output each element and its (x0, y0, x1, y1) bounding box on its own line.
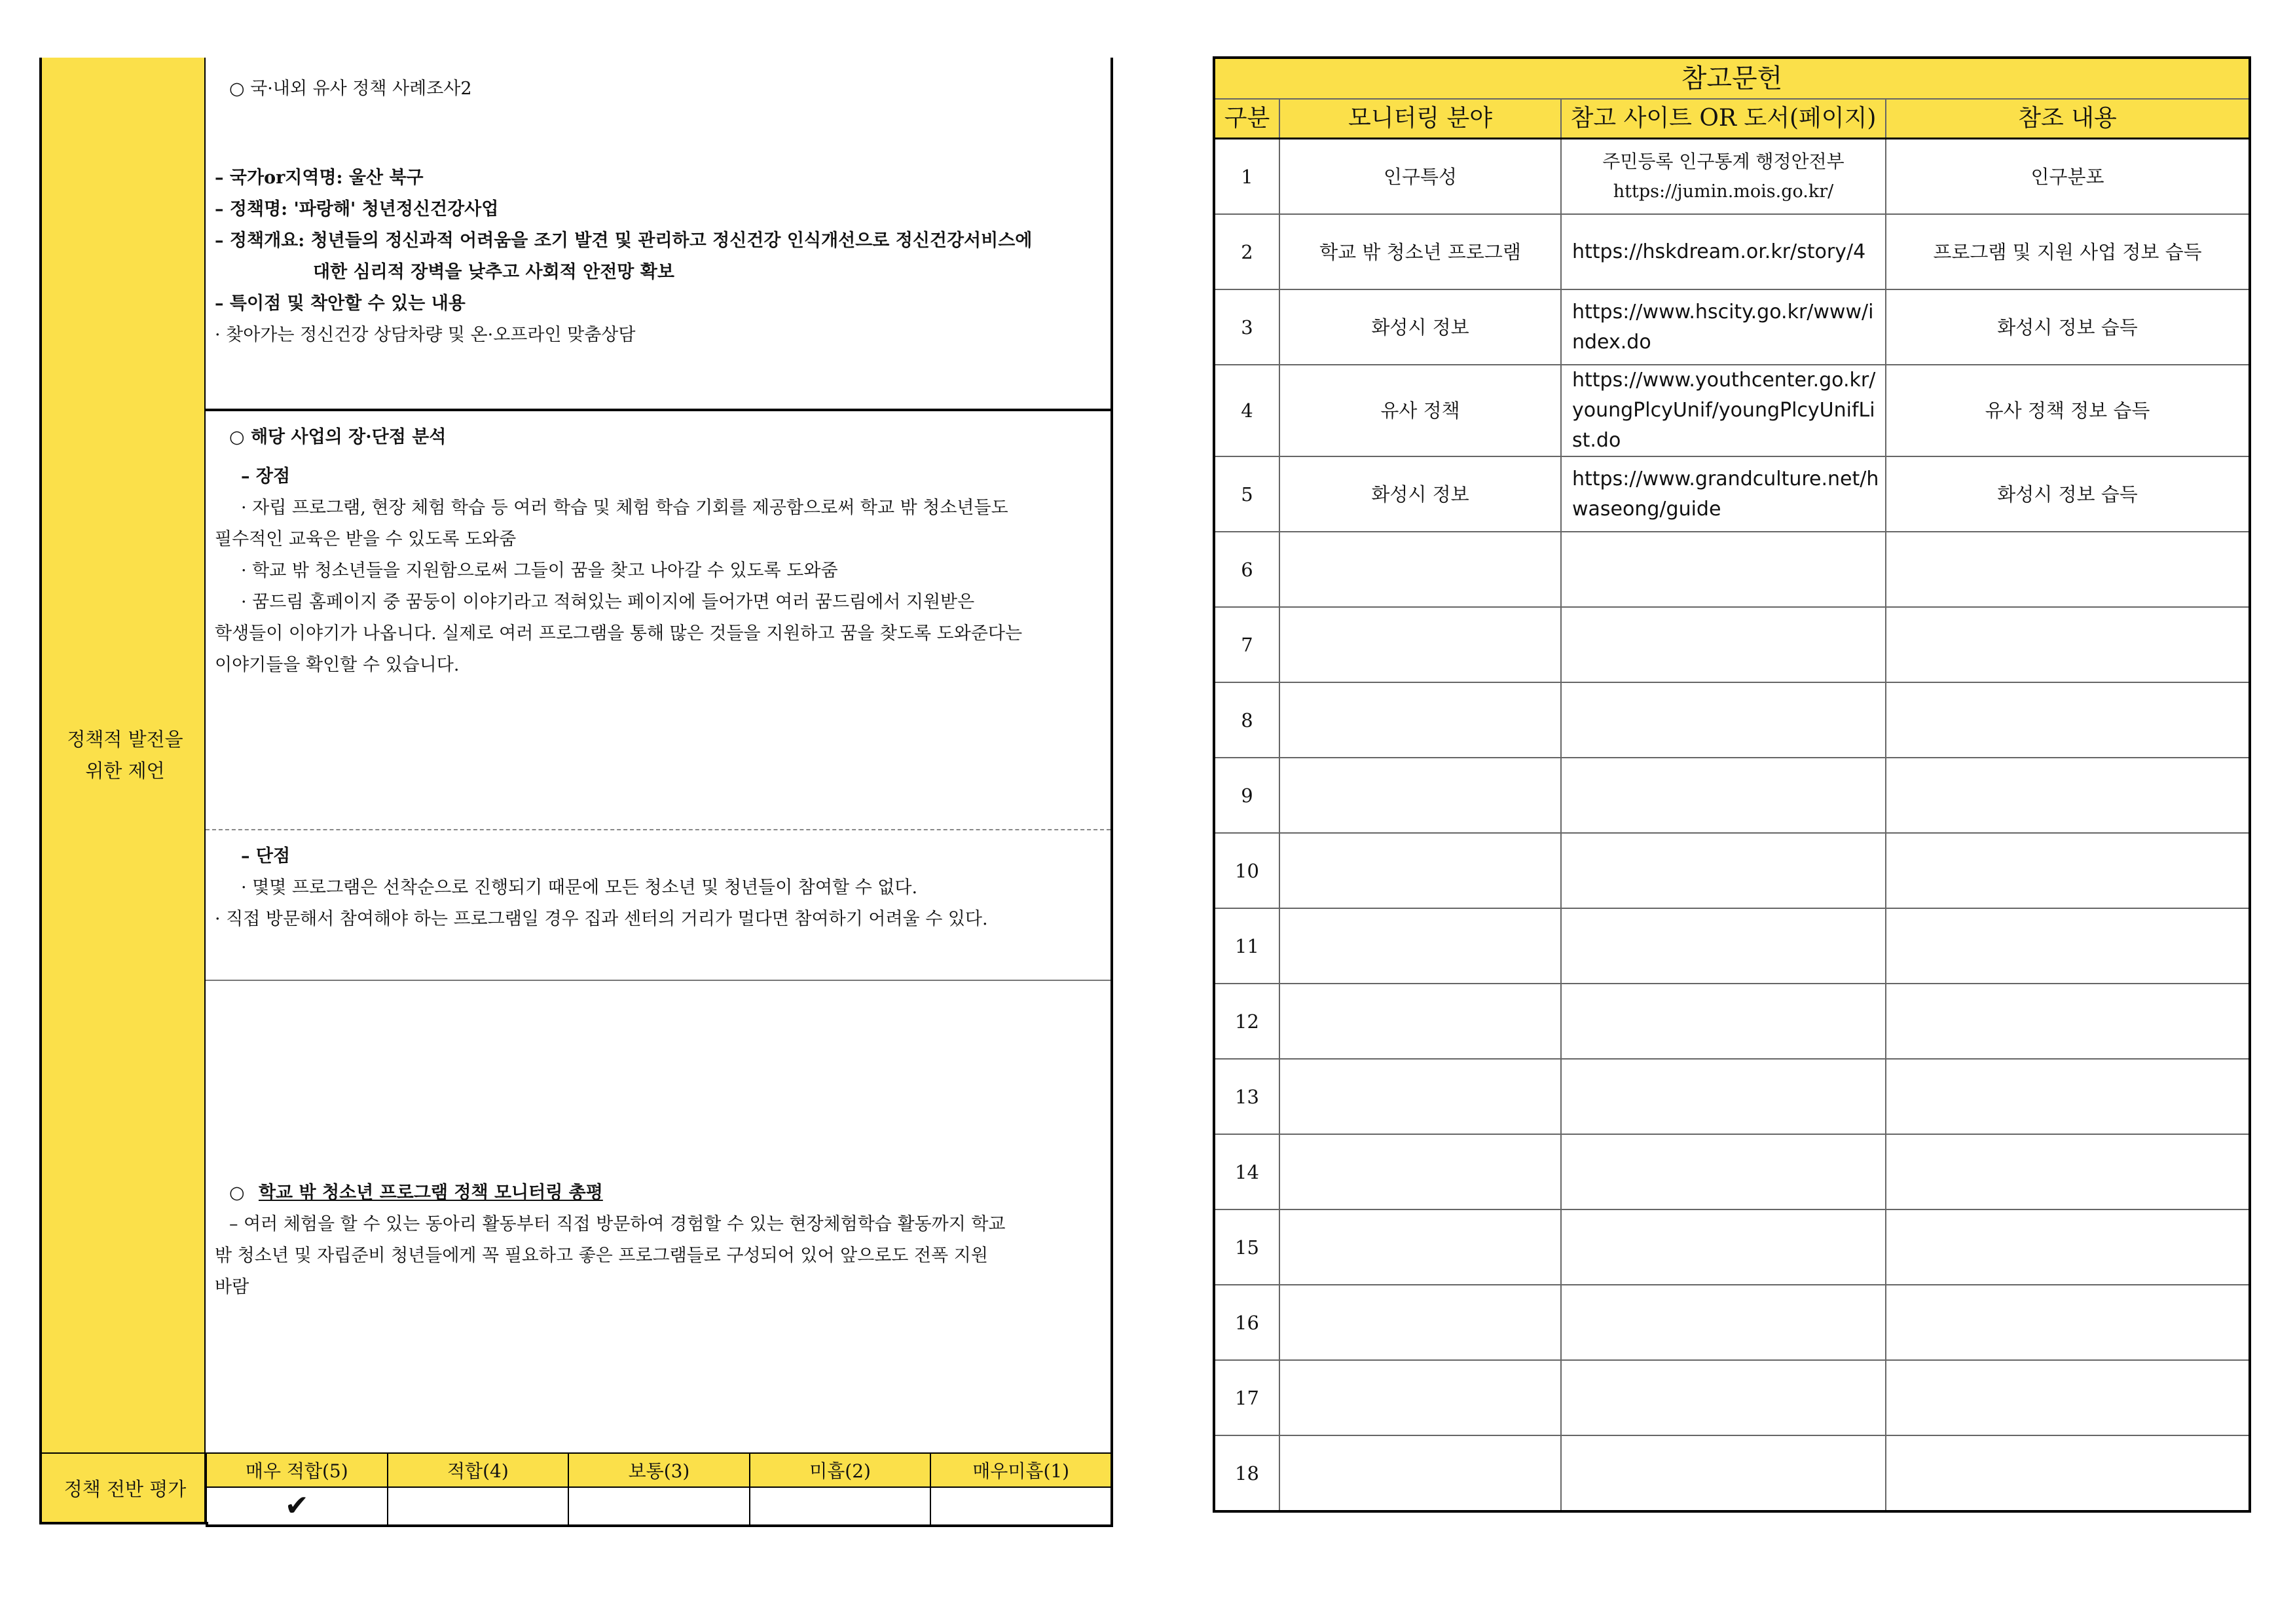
reference-no (1214, 532, 1279, 607)
reference-no-text: 4 (1241, 399, 1253, 422)
summary-section (206, 981, 1111, 1452)
reference-field (1279, 1435, 1561, 1511)
reference-no (1214, 607, 1279, 682)
reference-content (1886, 984, 2250, 1059)
summary-body-3: 바람 (215, 1277, 249, 1297)
reference-field (1279, 532, 1561, 607)
cons-title: – 단점 (241, 846, 291, 866)
pros-title: – 장점 (241, 466, 291, 487)
reference-source[interactable] (1561, 1360, 1886, 1435)
reference-field (1279, 365, 1561, 456)
reference-row (1214, 456, 2250, 532)
header-field: 모니터링 분야 (1279, 99, 1561, 139)
reference-row (1214, 908, 2250, 984)
eval-option-4: 적합(4) (388, 1453, 569, 1487)
references-body (1214, 139, 2250, 1512)
eval-option-2: 미흡(2) (750, 1453, 931, 1487)
reference-row (1214, 1285, 2250, 1360)
reference-content-text: 화성시 정보 습득 (1997, 483, 2138, 506)
reference-no (1214, 1360, 1279, 1435)
reference-no-text: 8 (1241, 709, 1253, 731)
reference-content (1886, 1209, 2250, 1285)
reference-no-text: 15 (1235, 1236, 1259, 1259)
analysis-heading: ○ 해당 사업의 장·단점 분석 (229, 427, 447, 447)
policy-name-line: – 정책명: '파랑해' 청년정신건강사업 (215, 199, 499, 219)
summary-body-2: 밖 청소년 및 자립준비 청년들에게 꼭 필요하고 좋은 프로그램들로 구성되어 있어 앞으로도 전폭 지원 (215, 1246, 988, 1266)
reference-source[interactable] (1561, 1435, 1886, 1511)
reference-no-text: 3 (1241, 316, 1253, 339)
reference-field (1279, 984, 1561, 1059)
reference-field-text: 유사 정책 (1380, 399, 1460, 422)
reference-content (1886, 1435, 2250, 1511)
reference-row (1214, 984, 2250, 1059)
reference-content (1886, 456, 2250, 532)
reference-source[interactable] (1561, 1059, 1886, 1134)
reference-field-text: 인구특성 (1383, 165, 1458, 188)
reference-source[interactable] (1561, 365, 1886, 456)
reference-no (1214, 833, 1279, 908)
reference-no (1214, 1435, 1279, 1511)
reference-source-text: https://hskdream.or.kr/story/4 (1572, 240, 1866, 263)
reference-row (1214, 758, 2250, 833)
proposal-label-line2: 위한 제언 (85, 760, 165, 782)
reference-field (1279, 682, 1561, 758)
reference-source-text: https://www.grandculture.net/hwaseong/guide (1572, 467, 1879, 521)
reference-row (1214, 532, 2250, 607)
reference-content (1886, 908, 2250, 984)
reference-source[interactable] (1561, 908, 1886, 984)
reference-no-text: 18 (1235, 1462, 1259, 1485)
reference-source-sub[interactable]: https://jumin.mois.go.kr/ (1613, 181, 1834, 202)
reference-no (1214, 1209, 1279, 1285)
reference-content (1886, 1059, 2250, 1134)
reference-no-text: 5 (1241, 483, 1253, 506)
pros-item-3a: · 꿈드림 홈페이지 중 꿈둥이 이야기라고 적혀있는 페이지에 들어가면 여러 꿈드림에서 지원받은 (241, 592, 975, 612)
policy-evaluation-panel (39, 58, 1113, 1524)
reference-field (1279, 1059, 1561, 1134)
reference-source[interactable] (1561, 289, 1886, 365)
reference-row (1214, 1435, 2250, 1511)
reference-field (1279, 607, 1561, 682)
reference-field (1279, 1134, 1561, 1209)
reference-content (1886, 214, 2250, 289)
features-title: – 특이점 및 착안할 수 있는 내용 (215, 293, 466, 314)
reference-no (1214, 1059, 1279, 1134)
eval-check-5[interactable]: ✔ (206, 1487, 388, 1526)
reference-no (1214, 984, 1279, 1059)
proposal-label (42, 58, 208, 1452)
reference-no (1214, 908, 1279, 984)
reference-row (1214, 607, 2250, 682)
references-title: 참고문헌 (1214, 58, 2250, 99)
reference-content-text: 인구분포 (2030, 165, 2104, 188)
reference-no-text: 7 (1241, 633, 1253, 656)
country-line: – 국가or지역명: 울산 북구 (215, 168, 424, 188)
reference-no (1214, 758, 1279, 833)
reference-source[interactable] (1561, 139, 1886, 215)
overview-line-1: – 정책개요: 청년들의 정신과적 어려움을 조기 발견 및 관리하고 정신건강 인식개선으로 정신건강서비스에 (215, 231, 1033, 251)
reference-source[interactable] (1561, 833, 1886, 908)
reference-field-text: 화성시 정보 (1371, 483, 1469, 506)
reference-no-text: 12 (1235, 1010, 1259, 1033)
reference-no-text: 10 (1235, 859, 1259, 882)
pros-item-1b: 필수적인 교육은 받을 수 있도록 도와줌 (215, 529, 517, 549)
eval-option-3: 보통(3) (568, 1453, 750, 1487)
case-study-heading: ○ 국·내외 유사 정책 사례조사2 (229, 79, 472, 99)
reference-source[interactable] (1561, 1285, 1886, 1360)
case-study-section (206, 58, 1111, 411)
reference-content (1886, 607, 2250, 682)
reference-content (1886, 289, 2250, 365)
reference-no (1214, 214, 1279, 289)
cons-section (206, 830, 1111, 981)
reference-source-text: https://www.youthcenter.go.kr/youngPlcyUnif/youngPlcyUnifList.do (1572, 369, 1876, 452)
evaluation-table (206, 1452, 1113, 1527)
reference-row (1214, 365, 2250, 456)
reference-source[interactable] (1561, 1134, 1886, 1209)
reference-row (1214, 1360, 2250, 1435)
reference-source[interactable] (1561, 758, 1886, 833)
pros-item-2: · 학교 밖 청소년들을 지원함으로써 그들이 꿈을 찾고 나아갈 수 있도록 도와줌 (241, 561, 838, 581)
reference-source[interactable] (1561, 532, 1886, 607)
reference-field-text: 학교 밖 청소년 프로그램 (1319, 240, 1521, 263)
references-table (1213, 56, 2251, 1513)
pros-section (206, 411, 1111, 830)
cons-item-1: · 몇몇 프로그램은 선착순으로 진행되기 때문에 모든 청소년 및 청년들이 참여할 수 없다. (241, 877, 918, 898)
proposal-content (206, 58, 1113, 1452)
eval-option-1: 매우미흡(1) (930, 1453, 1112, 1487)
eval-check-2[interactable] (750, 1487, 931, 1526)
reference-row (1214, 139, 2250, 215)
reference-source[interactable] (1561, 1209, 1886, 1285)
reference-no-text: 14 (1235, 1160, 1259, 1183)
reference-content (1886, 1360, 2250, 1435)
reference-no-text: 16 (1235, 1311, 1259, 1334)
reference-source[interactable] (1561, 456, 1886, 532)
reference-field (1279, 214, 1561, 289)
reference-field (1279, 908, 1561, 984)
reference-no-text: 13 (1235, 1085, 1259, 1108)
eval-check-4[interactable] (388, 1487, 569, 1526)
reference-no-text: 9 (1241, 784, 1253, 807)
reference-content (1886, 833, 2250, 908)
summary-heading-text: 학교 밖 청소년 프로그램 정책 모니터링 총평 (258, 1183, 603, 1203)
reference-no (1214, 1134, 1279, 1209)
reference-row (1214, 289, 2250, 365)
reference-field (1279, 1209, 1561, 1285)
reference-no-text: 6 (1241, 558, 1253, 581)
eval-check-3[interactable] (568, 1487, 750, 1526)
pros-item-3b: 학생들이 이야기가 나옵니다. 실제로 여러 프로그램을 통해 많은 것들을 지원하고 꿈을 찾도록 도와준다는 (215, 623, 1023, 644)
reference-content (1886, 532, 2250, 607)
summary-body-1: – 여러 체험을 할 수 있는 동아리 활동부터 직접 방문하여 경험할 수 있는 현장체험학습 활동까지 학교 (229, 1214, 1006, 1234)
reference-content-text: 프로그램 및 지원 사업 정보 습득 (1933, 240, 2202, 263)
reference-content (1886, 139, 2250, 215)
reference-content (1886, 682, 2250, 758)
label-column (39, 58, 206, 1524)
reference-content (1886, 758, 2250, 833)
reference-field (1279, 289, 1561, 365)
reference-no-text: 17 (1235, 1386, 1259, 1409)
reference-row (1214, 833, 2250, 908)
reference-row (1214, 1134, 2250, 1209)
reference-field (1279, 758, 1561, 833)
pros-item-3c: 이야기들을 확인할 수 있습니다. (215, 655, 460, 675)
reference-content-text: 화성시 정보 습득 (1997, 316, 2138, 339)
cons-item-2: · 직접 방문해서 참여해야 하는 프로그램일 경우 집과 센터의 거리가 멀다면 참여하기 어려울 수 있다. (215, 909, 988, 929)
reference-no (1214, 456, 1279, 532)
reference-no (1214, 139, 1279, 215)
eval-option-5: 매우 적합(5) (206, 1453, 388, 1487)
reference-field (1279, 1285, 1561, 1360)
eval-check-1[interactable] (930, 1487, 1112, 1526)
reference-source-text: https://www.hscity.go.kr/www/index.do (1572, 300, 1874, 354)
overview-line-2: 대한 심리적 장벽을 낮추고 사회적 안전망 확보 (313, 262, 674, 282)
reference-no-text: 11 (1235, 934, 1259, 957)
reference-field (1279, 833, 1561, 908)
header-no: 구분 (1214, 99, 1279, 139)
summary-heading (215, 1177, 1101, 1209)
reference-row (1214, 1209, 2250, 1285)
proposal-label-line1: 정책적 발전을 (67, 728, 183, 750)
reference-row (1214, 214, 2250, 289)
reference-field (1279, 456, 1561, 532)
header-source: 참고 사이트 OR 도서(페이지) (1561, 99, 1886, 139)
reference-content-text: 유사 정책 정보 습득 (1985, 399, 2150, 422)
reference-no-text: 2 (1241, 240, 1253, 263)
features-item: · 찾아가는 정신건강 상담차량 및 온·오프라인 맞춤상담 (215, 325, 636, 345)
pros-item-1a: · 자립 프로그램, 현장 체험 학습 등 여러 학습 및 체험 학습 기회를 제공함으로써 학교 밖 청소년들도 (241, 498, 1008, 518)
reference-source-text: 주민등록 인구통계 행정안전부 (1602, 150, 1845, 172)
reference-row (1214, 682, 2250, 758)
reference-no (1214, 365, 1279, 456)
reference-row (1214, 1059, 2250, 1134)
reference-no (1214, 682, 1279, 758)
reference-source[interactable] (1561, 984, 1886, 1059)
reference-field (1279, 139, 1561, 215)
reference-content (1886, 1134, 2250, 1209)
reference-field-text: 화성시 정보 (1371, 316, 1469, 339)
reference-field (1279, 1360, 1561, 1435)
reference-source[interactable] (1561, 214, 1886, 289)
reference-no (1214, 1285, 1279, 1360)
reference-no-text: 1 (1241, 165, 1253, 188)
evaluation-label: 정책 전반 평가 (42, 1452, 208, 1524)
summary-heading-marker: ○ (229, 1183, 245, 1203)
reference-content (1886, 365, 2250, 456)
reference-source[interactable] (1561, 607, 1886, 682)
header-content: 참조 내용 (1886, 99, 2250, 139)
reference-no (1214, 289, 1279, 365)
reference-source[interactable] (1561, 682, 1886, 758)
reference-content (1886, 1285, 2250, 1360)
